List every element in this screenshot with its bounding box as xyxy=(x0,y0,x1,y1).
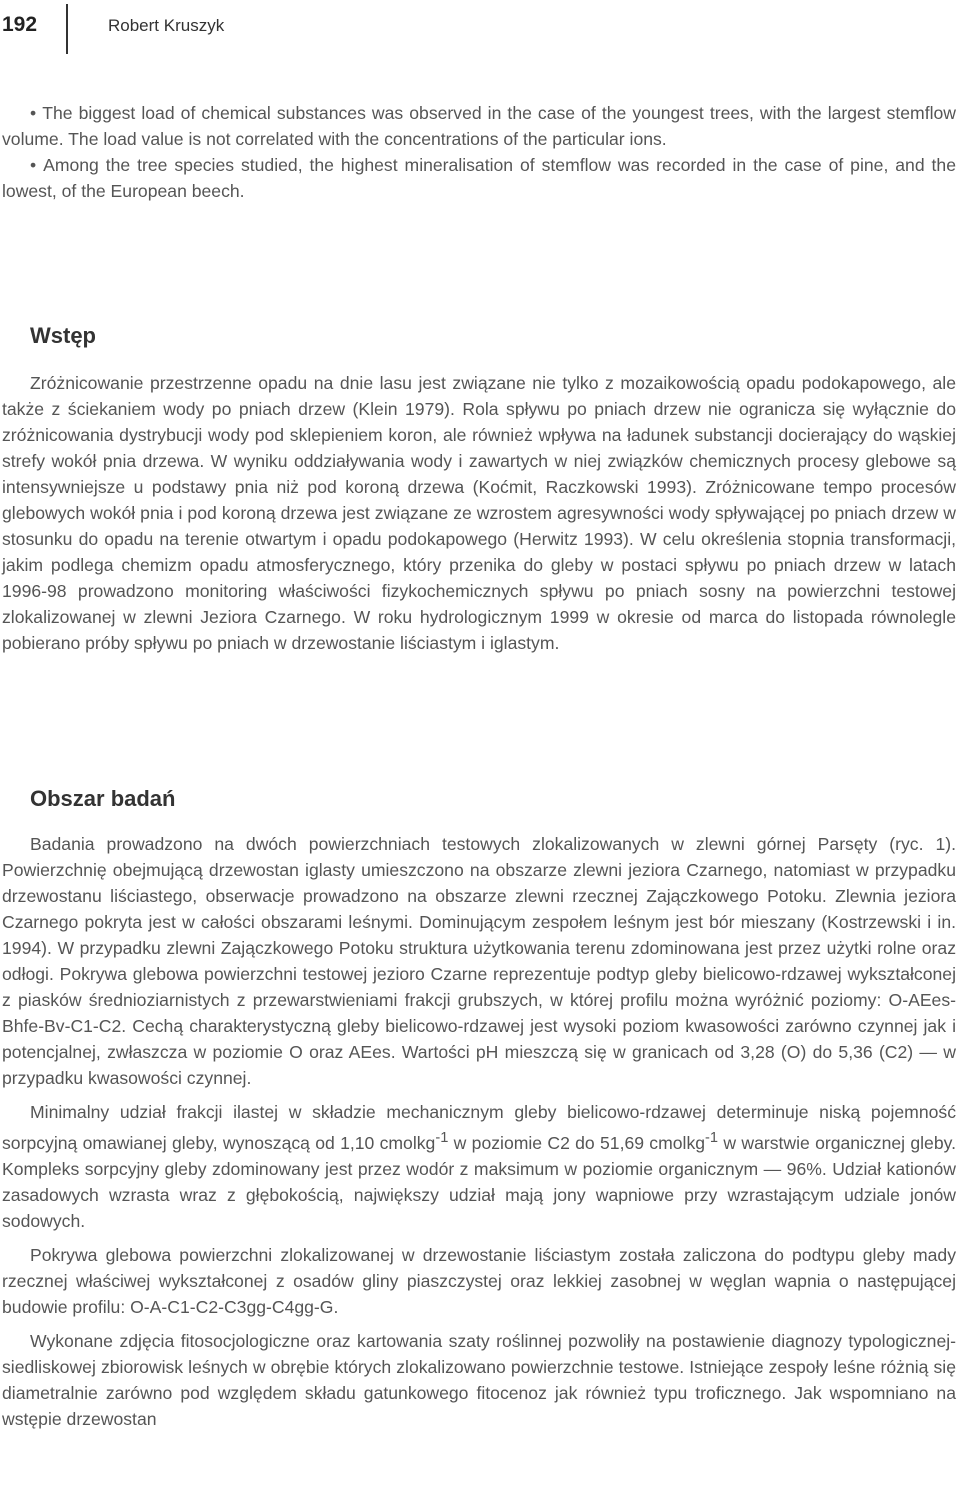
paragraph-text: w poziomie C2 do 51,69 cmolkg xyxy=(448,1132,706,1153)
page-number: 192 xyxy=(2,13,38,36)
summary-bullet-list xyxy=(2,100,956,204)
superscript: -1 xyxy=(435,1130,449,1146)
section-heading-wstep: Wstęp xyxy=(30,323,96,348)
page-header xyxy=(0,0,960,56)
section-heading-obszar-badan: Obszar badań xyxy=(30,786,176,811)
summary-bullet: • The biggest load of chemical substances was observed in the case of the youngest trees, with the largest stemflow volume. The load value is not correlated with the concentrations of the particular ions. xyxy=(2,100,956,152)
paragraph: Badania prowadzono na dwóch powierzchniach testowych zlokalizowanych w zlewni górnej Parsęty (ryc. 1). Powierzchnię obejmującą drzewostan iglasty umieszczono na obszarze zlewni jeziora Czarnego, natomiast w przypadku drzewostanu liściastego, obserwacje prowadzono na obszarze zlewni rzecznej Zajączkowego Potoku. Zlewnia jeziora Czarnego pokryta jest w całości obszarami leśnymi. Dominującym zespołem leśnym jest bór mieszany (Kostrzewski i in. 1994). W przypadku zlewni Zajączkowego Potoku struktura użytkowania terenu zdominowana jest przez użytki rolne oraz odłogi. Pokrywa glebowa powierzchni testowej jezioro Czarne reprezentuje podtyp gleby bielicowo-rdzawej wykształconej z piasków średnioziarnistych z przewarstwieniami frakcji grubszych, w której profilu można wyróżnić poziomy: O-AEes-Bhfe-Bv-C1-C2. Cechą charakterystyczną gleby bielicowo-rdzawej jest wysoki poziom kwasowości zarówno czynnej jak i potencjalnej, zwłaszcza w poziomie O oraz AEes. Wartości pH mieszczą się w granicach od 3,28 (O) do 5,36 (C2) — w przypadku kwasowości czynnej. xyxy=(2,834,956,1088)
superscript: -1 xyxy=(705,1130,719,1146)
section-body-wstep xyxy=(2,370,956,656)
paragraph: Pokrywa glebowa powierzchni zlokalizowanej w drzewostanie liściastym została zaliczona do podtypu gleby mady rzecznej właściwej wykształconej z osadów gliny piaszczystej oraz lekkiej zasobnej w węglan wapnia o następującej budowie profilu: O-A-C1-C2-C3gg-C4gg-G. xyxy=(2,1244,956,1317)
paragraph-text: Minimalny udział frakcji ilastej w składzie mechanicznym gleby bielicowo-rdzawej determinuje niską pojemność sorpcyjną omawianej gleby, wynoszącą od 1,10 cmolkg xyxy=(2,1102,956,1153)
paragraph: Zróżnicowanie przestrzenne opadu na dnie lasu jest związane nie tylko z mozaikowością opadu podokapowego, ale także z ściekaniem wody po pniach drzew (Klein 1979). Rola spływu po pniach drzew nie ogranicza się wyłącznie do zróżnicowania dystrybucji wody pod sklepieniem koron, ale również wpływa na ładunek substancji docierający do wąskiej strefy wokół pnia drzewa. W wyniku oddziaływania wody i zawartych w niej związków chemicznych procesy glebowe są intensywniejsze u podstawy pnia niż pod koroną drzewa (Koćmit, Raczkowski 1993). Zróżnicowane tempo procesów glebowych wokół pnia i pod koroną drzewa jest związane ze wzrostem agresywności wody spływającej po pniach drzew w stosunku do opadu na terenie otwartym i opadu podokapowego (Herwitz 1993). W celu określenia stopnia transformacji, jakim podlega chemizm opadu atmosferycznego, który przenika do gleby w postaci spływu po pniach drzew w latach 1996-98 prowadzono monitoring właściwości fizykochemicznych spływu po pniach sosny na powierzchni testowej zlokalizowanej w zlewni Jeziora Czarnego. W roku hydrologicznym 1999 w okresie od marca do listopada równolegle pobierano próby spływu po pniach w drzewostanie liściastym i iglastym. xyxy=(2,373,956,653)
header-divider xyxy=(66,4,68,54)
summary-bullet: • Among the tree species studied, the highest mineralisation of stemflow was recorded in the case of pine, and the lowest, of the European beech. xyxy=(2,152,956,204)
paragraph xyxy=(2,1099,956,1234)
paragraph: Wykonane zdjęcia fitosocjologiczne oraz kartowania szaty roślinnej pozwoliły na postawienie diagnozy typologicznej-siedliskowej zbiorowisk leśnych w obrębie których zlokalizowano powierzchnie testowe. Istniejące zespoły leśne różnią się diametralnie zarówno pod względem składu gatunkowego fitocenoz jak również typu troficznego. Jak wspomniano na wstępie drzewostan xyxy=(2,1330,956,1429)
section-body-obszar-badan xyxy=(2,831,956,1432)
paragraph-text: w warstwie organicznej gleby. Kompleks sorpcyjny gleby zdominowany jest przez wodór z maksimum w poziomie organicznym — 96%. Udział kationów zasadowych wzrasta wraz z głębokością, największy udział mają jony wapniowe przy wzrastającym udziale jonów sodowych. xyxy=(2,1132,956,1231)
running-head-author: Robert Kruszyk xyxy=(108,16,225,35)
